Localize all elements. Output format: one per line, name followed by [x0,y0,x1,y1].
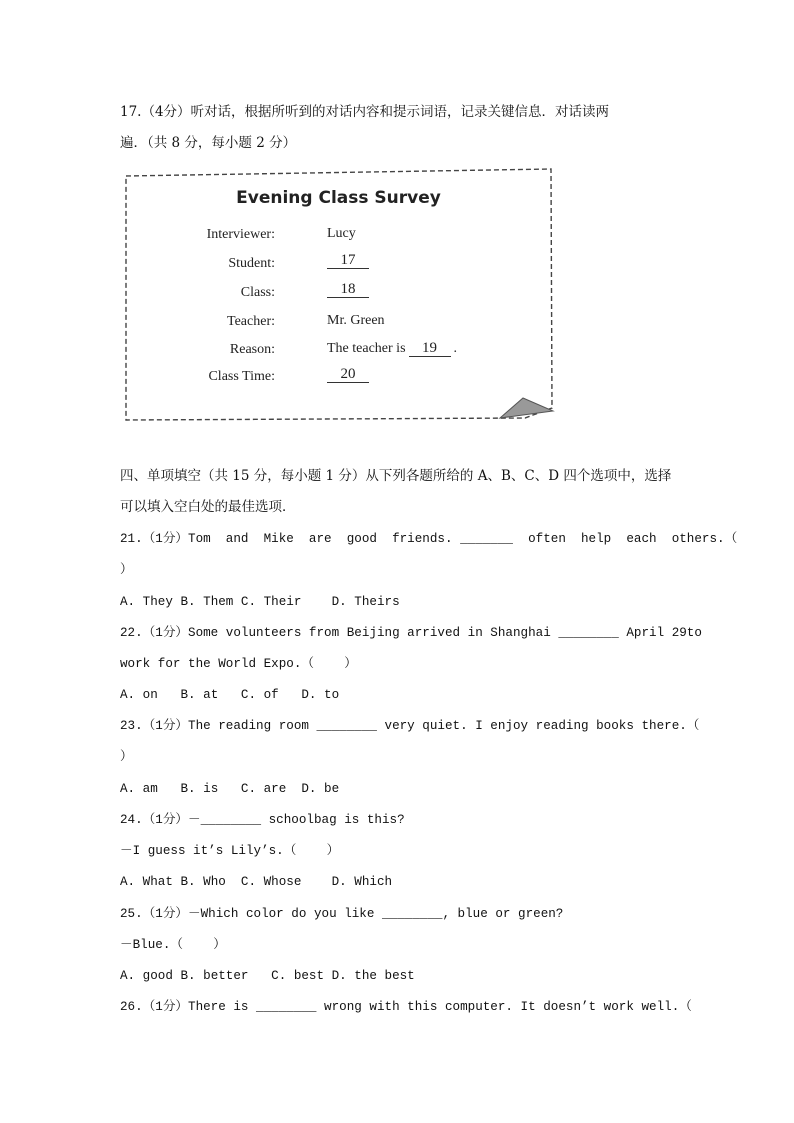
q17-line-1: 17.（4分）听对话，根据所听到的对话内容和提示词语，记录关键信息．对话读两 [120,104,610,120]
reason-value [327,341,457,357]
q24-answer-line: －I guess it’s Lily’s.（ ） [120,844,340,858]
survey-card [125,168,552,420]
q23-paren: ） [120,750,133,764]
q25-options: A. good B. better C. best D. the best [120,969,415,983]
class-label: Class: [240,285,275,300]
q25-answer-line: －Blue.（ ） [120,938,226,952]
q26-stem: 26.（1分）There is ________ wrong with this computer. It doesn’t work well.（ [120,1000,692,1014]
q23-stem: 23.（1分）The reading room ________ very quiet. I enjoy reading books there.（ [120,719,700,733]
q22-options: A. on B. at C. of D. to [120,688,340,702]
reason-label: Reason: [229,342,275,357]
survey-title: Evening Class Survey [236,188,441,208]
reason-blank: 19 [409,341,451,357]
class-time-blank: 20 [327,366,369,383]
q22-stem-cont: work for the World Expo.（ ） [120,657,357,671]
folded-corner-icon [500,398,553,418]
q21-paren: ） [120,563,133,577]
interviewer-value: Lucy [327,226,356,241]
q24-options: A. What B. Who C. Whose D. Which [120,875,393,889]
class-time-label: Class Time: [208,369,275,384]
section4-line-1: 四、单项填空（共 15 分，每小题 1 分）从下列各题所给的 A、B、C、D 四个选项中，选择 [120,468,672,484]
section4-line-2: 可以填入空白处的最佳选项． [120,499,296,515]
q24-stem: 24.（1分）－________ schoolbag is this? [120,813,405,827]
teacher-label: Teacher: [227,314,275,329]
q23-options: A. am B. is C. are D. be [120,782,340,796]
interviewer-label: Interviewer: [206,227,275,242]
teacher-value: Mr. Green [327,313,385,328]
class-blank: 18 [327,281,369,298]
q21-stem: 21.（1分）Tom and Mike are good friends. _______ often help each others.（ [120,532,738,546]
reason-suffix: . [453,341,458,356]
student-label: Student: [228,256,275,271]
q25-stem: 25.（1分）－Which color do you like ________, blue or green? [120,907,564,921]
q22-stem: 22.（1分）Some volunteers from Beijing arrived in Shanghai ________ April 29to [120,626,702,640]
reason-prefix: The teacher is [327,341,406,356]
q17-line-2: 遍．（共 8 分，每小题 2 分） [120,135,297,151]
q21-options: A. They B. Them C. Their D. Theirs [120,595,400,609]
student-blank: 17 [327,252,369,269]
